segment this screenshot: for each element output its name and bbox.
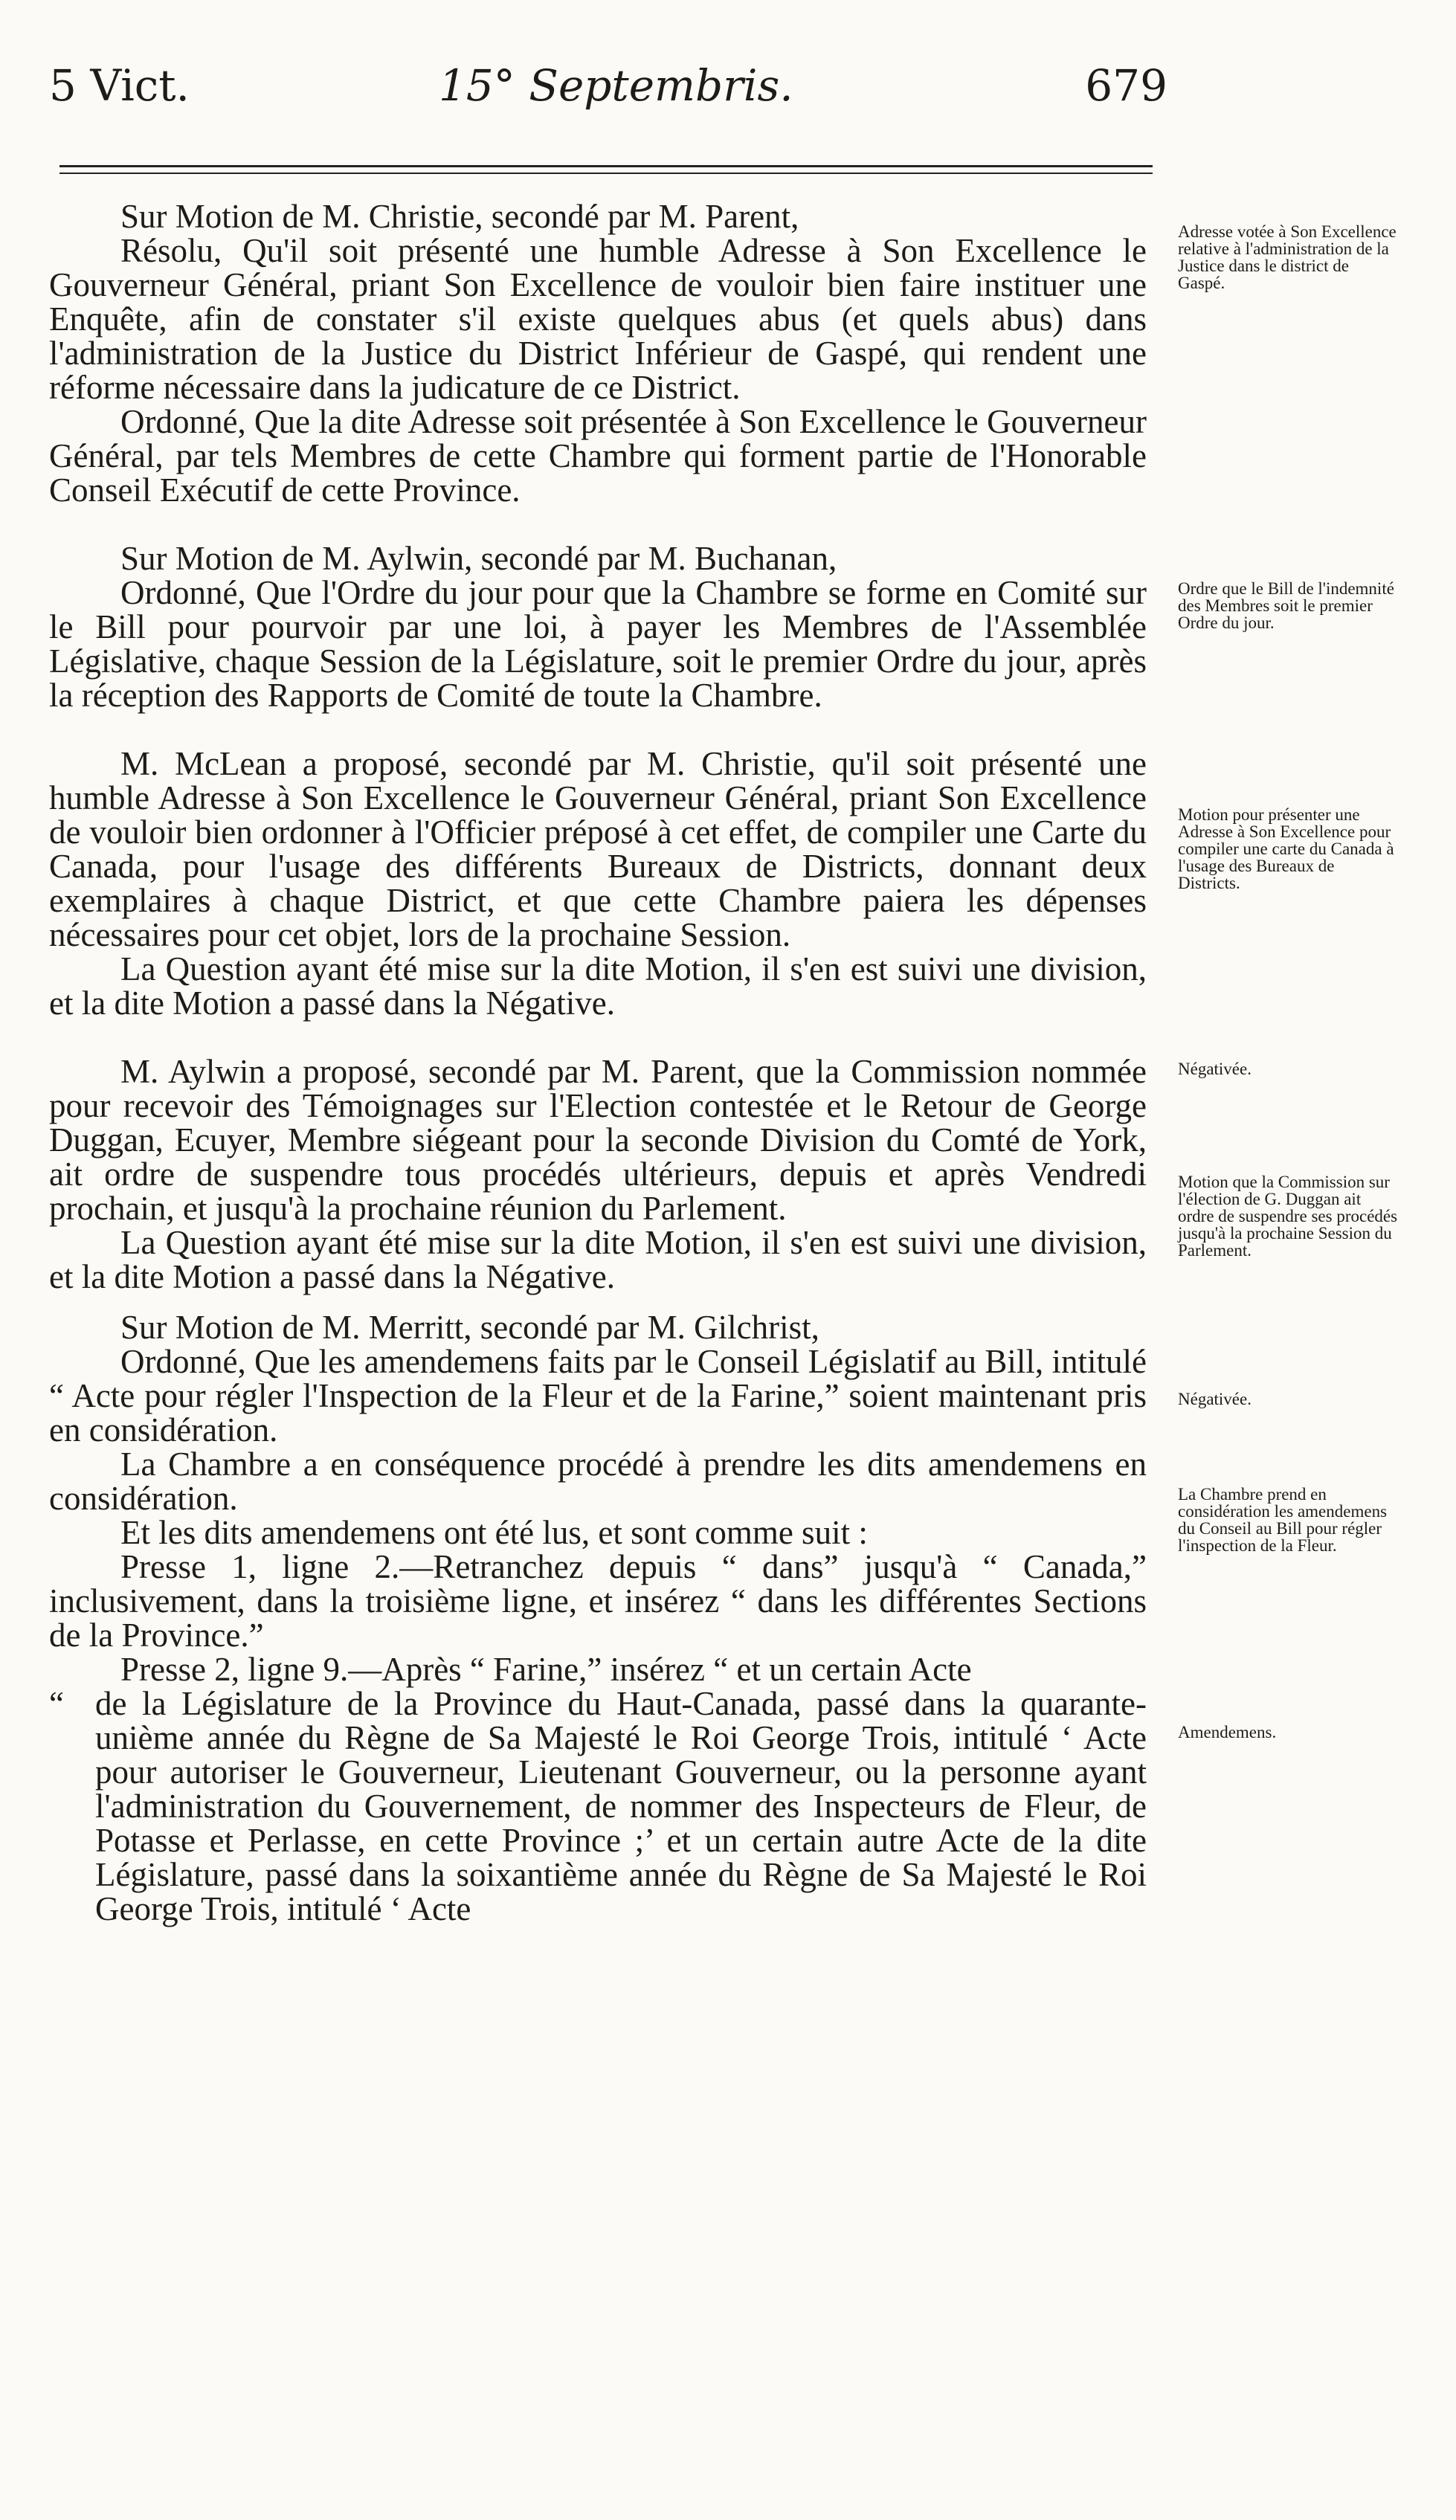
paragraph: Ordonné, Que la dite Adresse soit présentée à Son Excellence le Gouverneur Général, par tels Membres de cette Chambre qui forment partie de l'Honorable Conseil Exécutif de cette Province. xyxy=(49,403,1147,509)
paragraph: Sur Motion de M. Christie, secondé par M. Parent, xyxy=(120,198,799,235)
margin-note: Négativée. xyxy=(1178,1390,1252,1408)
header-rule-thin xyxy=(59,173,1153,174)
paragraph: La Question ayant été mise sur la dite Motion, il s'en est suivi une division, et la dite Motion a passé dans la Négative. xyxy=(49,1224,1147,1295)
paragraph: M. Aylwin a proposé, secondé par M. Parent, que la Commission nommée pour recevoir des Témoignages sur l'Election contestée et le Retour de George Duggan, Ecuyer, Membre siégeant pour la seconde Division du Comté de York, ait ordre de suspendre tous procédés ultérieurs, depuis et après Vendredi prochain, et jusqu'à la prochaine réunion du Parlement. xyxy=(49,1053,1147,1227)
paragraph: La Chambre a en conséquence procédé à prendre les dits amendemens en considération. xyxy=(49,1446,1147,1517)
margin-note: La Chambre prend en considération les amendemens du Conseil au Bill pour régler l'inspection de la Fleur. xyxy=(1178,1485,1388,1555)
quoted-paragraph: “ de la Législature de la Province du Haut-Canada, passé dans la quarante-unième année du Règne de Sa Majesté le Roi George Trois, intitulé ‘ Acte pour autoriser le Gouverneur, Lieutenant Gouverneur, ou la personne ayant l'administration du Gouvernement, de nommer des Inspecteurs de Fleur, de Potasse et Perlasse, en cette Province ;’ et un certain autre Acte de la dite Législature, passé dans la soixantième année du Règne de Sa Majesté le Roi George Trois, intitulé ‘ Acte xyxy=(49,1686,1147,1926)
main-text-column xyxy=(49,199,1147,1926)
paragraph: La Question ayant été mise sur la dite Motion, il s'en est suivi une division, et la dite Motion a passé dans la Négative. xyxy=(49,950,1147,1022)
margin-note: Motion pour présenter une Adresse à Son Excellence pour compiler une carte du Canada à l'usage des Bureaux de Districts. xyxy=(1178,805,1394,892)
paragraph: Ordonné, Que l'Ordre du jour pour que la Chambre se forme en Comité sur le Bill pour pourvoir par une loi, à payer les Membres de l'Assemblée Législative, chaque Session de la Législature, soit le premier Ordre du jour, après la réception des Rapports de Comité de toute la Chambre. xyxy=(49,574,1147,714)
margin-note: Ordre que le Bill de l'indemnité des Membres soit le premier Ordre du jour. xyxy=(1178,579,1394,632)
paragraph: Sur Motion de M. Merritt, secondé par M. Gilchrist, xyxy=(120,1309,819,1346)
margin-note: Motion que la Commission sur l'élection de G. Duggan ait ordre de suspendre ses procédés jusqu'à la prochaine Session du Parlement. xyxy=(1178,1173,1398,1260)
header-rule xyxy=(59,165,1153,167)
margin-note: Négativée. xyxy=(1178,1060,1252,1078)
paragraph: Presse 2, ligne 9.—Après “ Farine,” insérez “ et un certain Acte xyxy=(120,1651,972,1688)
paragraph: Presse 1, ligne 2.—Retranchez depuis “ dans” jusqu'à “ Canada,” inclusivement, dans la troisième ligne, et insérez “ dans les différentes Sections de la Province.” xyxy=(49,1548,1147,1654)
paragraph: Ordonné, Que les amendemens faits par le Conseil Législatif au Bill, intitulé “ Acte pour régler l'Inspection de la Fleur et de la Farine,” soient maintenant pris en considération. xyxy=(49,1343,1147,1448)
paragraph: Résolu, Qu'il soit présenté une humble Adresse à Son Excellence le Gouverneur Général, priant Son Excellence de vouloir bien faire instituer une Enquête, afin de constater s'il existe quelques abus (et quels abus) dans l'administration de la Justice du District Inférieur de Gaspé, qui rendent une réforme nécessaire dans la judicature de ce District. xyxy=(49,232,1147,406)
margin-note: Adresse votée à Son Excellence relative à l'administration de la Justice dans le district de Gaspé. xyxy=(1178,222,1397,292)
running-head-date: 15° Septembris. xyxy=(439,60,793,111)
running-head-left: 5 Vict. xyxy=(49,60,190,111)
page-number: 679 xyxy=(1085,60,1167,111)
paragraph: M. McLean a proposé, secondé par M. Christie, qu'il soit présenté une humble Adresse à Son Excellence le Gouverneur Général, priant Son Excellence de vouloir bien ordonner à l'Officier préposé à cet effet, de compiler une Carte du Canada, pour l'usage des différents Bureaux de Districts, donnant deux exemplaires à chaque District, et que cette Chambre paiera les dépenses nécessaires pour cet objet, lors de la prochaine Session. xyxy=(49,745,1147,953)
paragraph: Sur Motion de M. Aylwin, secondé par M. Buchanan, xyxy=(120,540,837,577)
paragraph: Et les dits amendemens ont été lus, et sont comme suit : xyxy=(120,1514,868,1551)
margin-note: Amendemens. xyxy=(1178,1723,1277,1741)
